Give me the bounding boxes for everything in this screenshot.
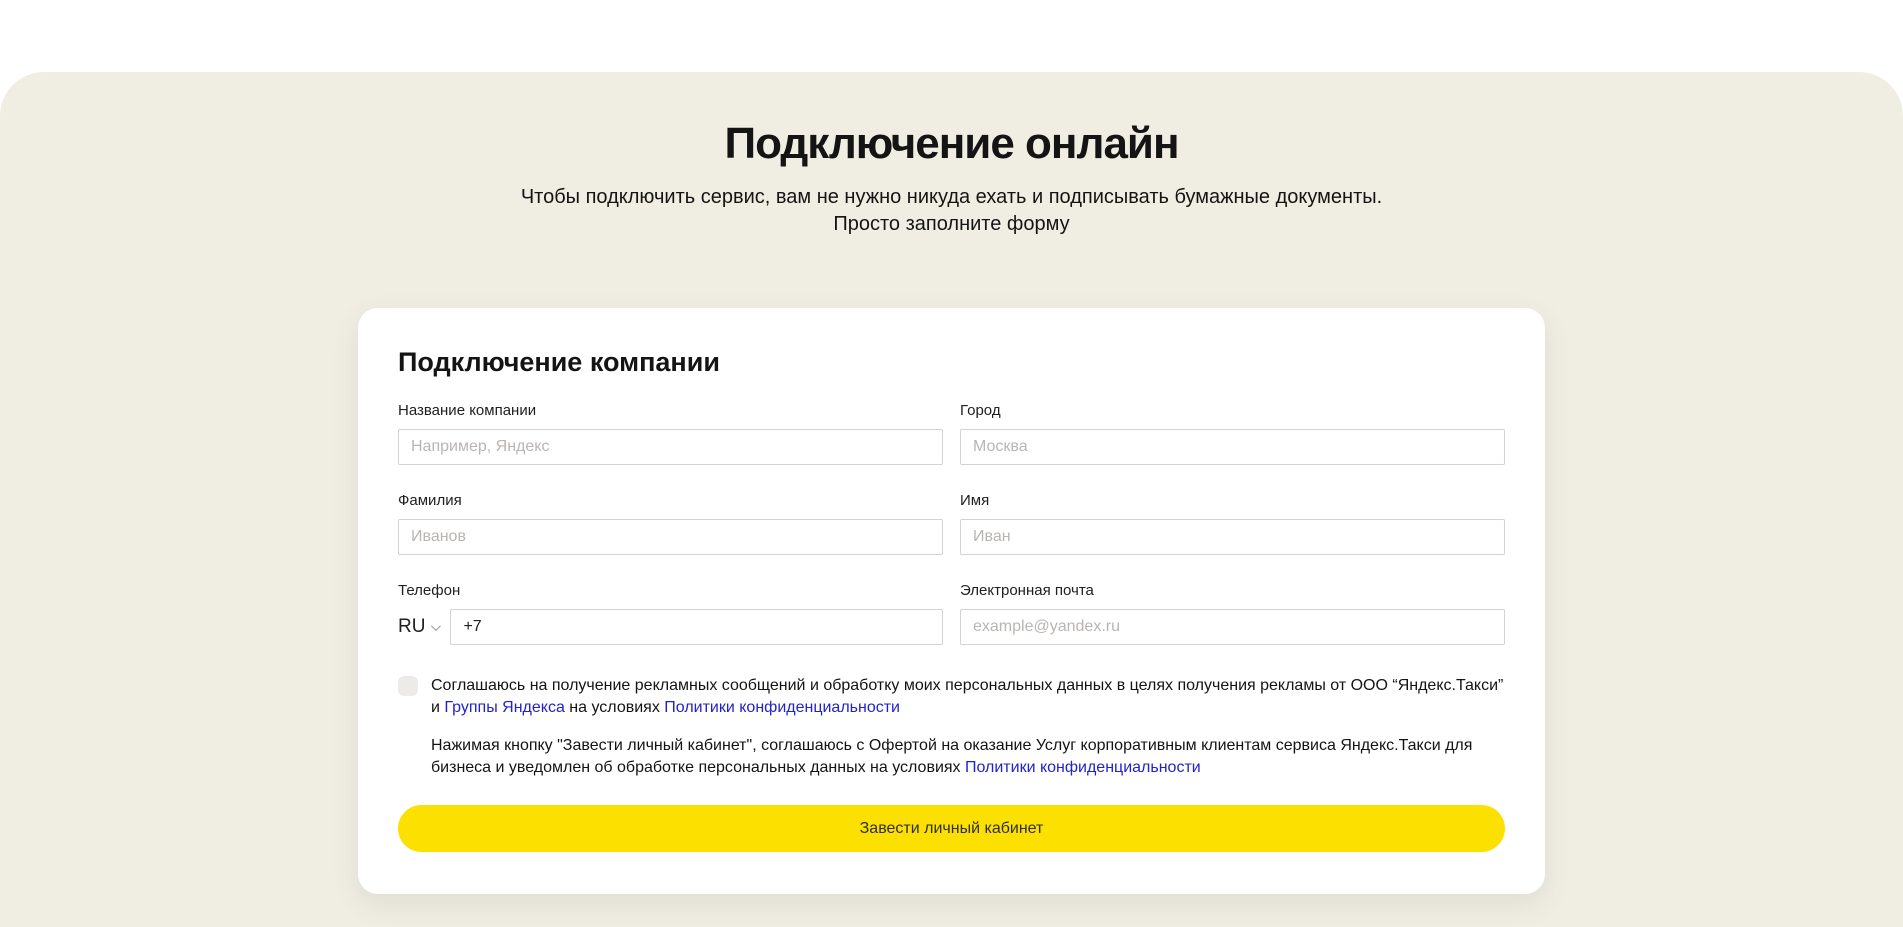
company-field-group (398, 402, 943, 465)
phone-field-group (398, 582, 943, 645)
phone-row (398, 609, 943, 645)
first-name-input[interactable] (960, 519, 1505, 555)
phone-country-selector[interactable] (398, 616, 450, 638)
email-input[interactable] (960, 609, 1505, 645)
first-name-field-group (960, 492, 1505, 555)
marketing-consent-text (431, 675, 1505, 719)
company-label: Название компании (398, 402, 537, 419)
email-label: Электронная почта (960, 582, 1094, 599)
chevron-down-icon (431, 621, 441, 631)
card-title: Подключение компании (398, 347, 720, 377)
last-name-label: Фамилия (398, 492, 462, 509)
company-input[interactable] (398, 429, 943, 465)
email-field-group (960, 582, 1505, 645)
privacy-policy-link-1[interactable]: Политики конфиденциальности (664, 699, 900, 716)
city-label: Город (960, 402, 1001, 419)
first-name-label: Имя (960, 492, 990, 509)
hero-section (0, 72, 1903, 238)
last-name-input[interactable] (398, 519, 943, 555)
submit-button[interactable]: Завести личный кабинет (398, 805, 1505, 852)
marketing-consent-text-part-1: Соглашаюсь на получение рекламных сообщений и обработку моих персональных данных в целях получения рекламы от ООО “Яндекс.Такси” и (431, 677, 1504, 716)
offer-consent-text (431, 735, 1505, 779)
content-panel (0, 72, 1903, 927)
page-subtitle (0, 184, 1903, 238)
marketing-consent-checkbox[interactable] (398, 676, 418, 696)
phone-input[interactable] (450, 609, 943, 645)
signup-card (358, 308, 1545, 894)
page-subtitle-line-1: Чтобы подключить сервис, вам не нужно никуда ехать и подписывать бумажные документы. (520, 186, 1383, 208)
offer-consent-text-part-1: Нажимая кнопку "Завести личный кабинет", соглашаюсь с Офертой на оказание Услуг корпоративным клиентам сервиса Яндекс.Такси для бизнеса и уведомлен об обработке персональных данных на условиях (431, 737, 1473, 776)
phone-country-code: RU (398, 616, 426, 637)
marketing-consent-row (398, 675, 1505, 719)
privacy-policy-link-2[interactable]: Политики конфиденциальности (964, 759, 1201, 776)
marketing-consent-text-part-2: на условиях (564, 699, 665, 716)
yandex-group-link[interactable]: Группы Яндекса (444, 699, 565, 716)
page-title: Подключение онлайн (724, 119, 1179, 168)
phone-label: Телефон (398, 582, 461, 599)
city-field-group (960, 402, 1505, 465)
last-name-field-group (398, 492, 943, 555)
city-input[interactable] (960, 429, 1505, 465)
form-grid (398, 402, 1505, 645)
page-subtitle-line-2: Просто заполните форму (833, 213, 1070, 235)
